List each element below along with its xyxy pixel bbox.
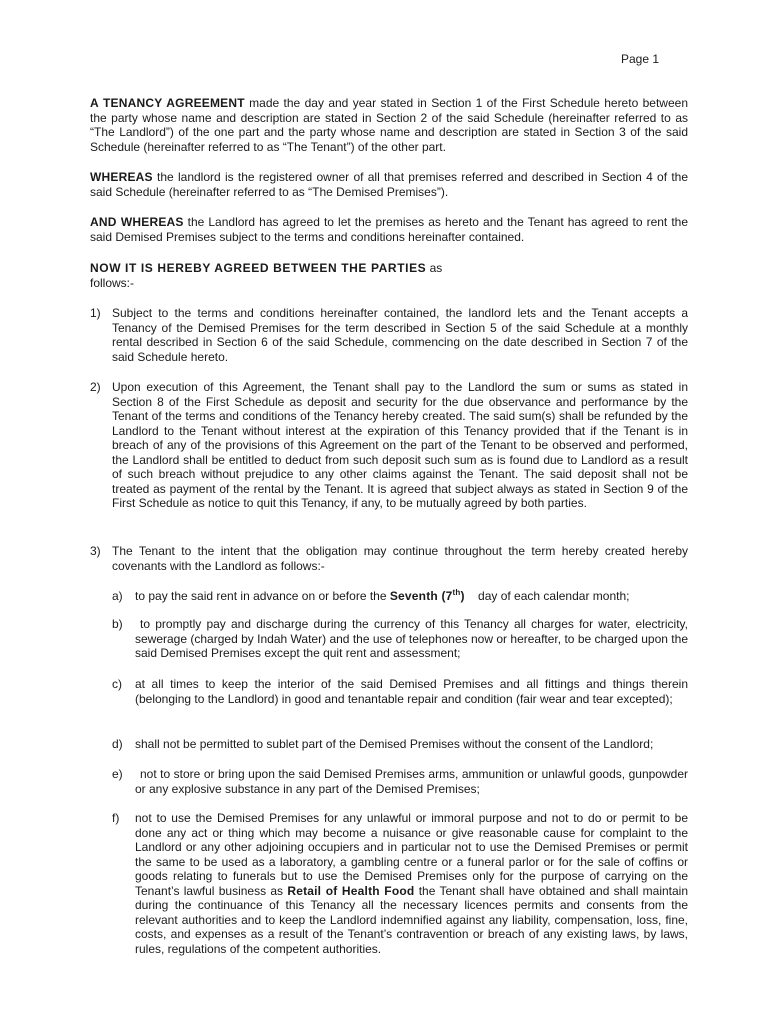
page-number: Page 1 bbox=[621, 52, 660, 66]
rent-due-day-text: Seventh (7 bbox=[389, 589, 453, 603]
clause-number: 1) bbox=[90, 306, 101, 320]
agreement-heading-as: as bbox=[426, 261, 443, 275]
intro-text: made the day and year stated in Section 1 of the First Schedule hereto between the party whose name and description are stated in Section 2 of the said Schedule (hereinafter referred to as “The Landlord”) of the one part and the party whose name and description are stated in Section 3 of the said Schedule (hereinafter referred to as “The Tenant”) of the other part. bbox=[90, 96, 688, 154]
sub-clause-letter: c) bbox=[112, 677, 122, 691]
sub-clause-text bbox=[135, 589, 688, 604]
and-whereas-lead: AND WHEREAS bbox=[90, 215, 184, 229]
sub-clause-text: not to store or bring upon the said Demised Premises arms, ammunition or unlawful goods, gunpowder or any explosive substance in any part of the Demised Premises; bbox=[135, 767, 688, 796]
rent-due-day-end: ) bbox=[460, 589, 465, 603]
rent-due-day-sup: th bbox=[452, 588, 461, 597]
agreement-heading-follows: follows:- bbox=[90, 275, 135, 290]
clause-text: Subject to the terms and conditions hereinafter contained, the landlord lets and the Tenant accepts a Tenancy of the Demised Premises for the term described in Section 5 of the said Schedule at a monthly rental described in Section 6 of the said Schedule, commencing on the date described in Section 7 of the said Schedule hereto. bbox=[112, 306, 688, 364]
business-type: Retail of Health Food bbox=[287, 883, 415, 898]
sub-clause-f-after: the Tenant shall have obtained and shall maintain during the continuance of this Tenancy all the necessary licences permits and consents from the relevant authorities and to keep the Landlord indemnified against any liability, compensation, loss, fine, costs, and expenses as a result of the Tenant’s contravention or breach of any existing laws, by laws, rules, regulations of the competent authorities. bbox=[135, 883, 688, 956]
sub-clause-a-before: to pay the said rent in advance on or before the bbox=[135, 589, 390, 603]
intro-lead: A TENANCY AGREEMENT bbox=[90, 96, 245, 110]
sub-clause-letter: e) bbox=[112, 767, 123, 781]
sub-clause-f-before: not to use the Demised Premises for any unlawful or immoral purpose and not to do or permit to be done any act or thing which may become a nuisance or give reasonable cause for complaint to the Landlord or any other adjoining occupiers and in particular not to use the Demised Premises or permit the same to be used as a laboratory, a gambling centre or a funeral parlor or for the sale of coffins or goods relating to funerals but to use the Demised Premises only for the purpose of carrying on the Tenant’s lawful business as bbox=[135, 811, 688, 898]
sub-clause-letter: d) bbox=[112, 737, 123, 751]
intro-paragraph bbox=[90, 96, 688, 154]
sub-clause-text: at all times to keep the interior of the said Demised Premises and all fittings and things therein (belonging to the Landlord) in good and tenantable repair and condition (fair wear and tear excepted); bbox=[135, 677, 688, 706]
whereas-lead: WHEREAS bbox=[90, 170, 153, 184]
and-whereas-text: the Landlord has agreed to let the premises as hereto and the Tenant has agreed to rent the said Demised Premises subject to the terms and conditions hereinafter contained. bbox=[90, 215, 688, 244]
sub-clause-text bbox=[135, 811, 688, 956]
agreement-heading bbox=[90, 261, 688, 290]
sub-clause-letter: b) bbox=[112, 617, 123, 631]
sub-clause-text: to promptly pay and discharge during the currency of this Tenancy all charges for water, electricity, sewerage (charged by Indah Water) and the use of telephones now or hereafter, to be charged upon the said Demised Premises except the quit rent and assessment; bbox=[135, 617, 688, 660]
sub-clause-letter: a) bbox=[112, 589, 123, 603]
rent-due-day bbox=[390, 589, 465, 603]
and-whereas-paragraph bbox=[90, 215, 688, 244]
clause-number: 3) bbox=[90, 544, 101, 558]
agreement-heading-lead: NOW IT IS HEREBY AGREED BETWEEN THE PARTIES bbox=[90, 261, 427, 275]
sub-clause-text: shall not be permitted to sublet part of the Demised Premises without the consent of the Landlord; bbox=[135, 737, 654, 751]
sub-clause-letter: f) bbox=[112, 811, 120, 825]
whereas-paragraph bbox=[90, 170, 688, 199]
clause-number: 2) bbox=[90, 380, 101, 394]
clause-text: Upon execution of this Agreement, the Tenant shall pay to the Landlord the sum or sums as stated in Section 8 of the First Schedule as deposit and security for the due observance and performance by the Tenant of the terms and conditions of the Tenancy hereby created. The said sum(s) shall be refunded by the Landlord to the Tenant without interest at the expiration of this Tenancy provided that if the Tenant is in breach of any of the provisions of this Agreement on the part of the Tenant to be observed and performed, the Landlord shall be entitled to deduct from such deposit such sum as is found due to Landlord as a result of such breach without prejudice to any other claims against the Tenant. The said deposit shall not be treated as payment of the rental by the Tenant. It is agreed that subject always as stated in Section 9 of the First Schedule as notice to quit this Tenancy, if any, to be mutually agreed by both parties. bbox=[112, 380, 688, 510]
whereas-text: the landlord is the registered owner of all that premises referred and described in Section 4 of the said Schedule (hereinafter referred to as “The Demised Premises”). bbox=[90, 170, 688, 199]
sub-clause-a-after: day of each calendar month; bbox=[464, 589, 630, 603]
clause-text: The Tenant to the intent that the obligation may continue throughout the term hereby created hereby covenants with the Landlord as follows:- bbox=[112, 544, 688, 573]
